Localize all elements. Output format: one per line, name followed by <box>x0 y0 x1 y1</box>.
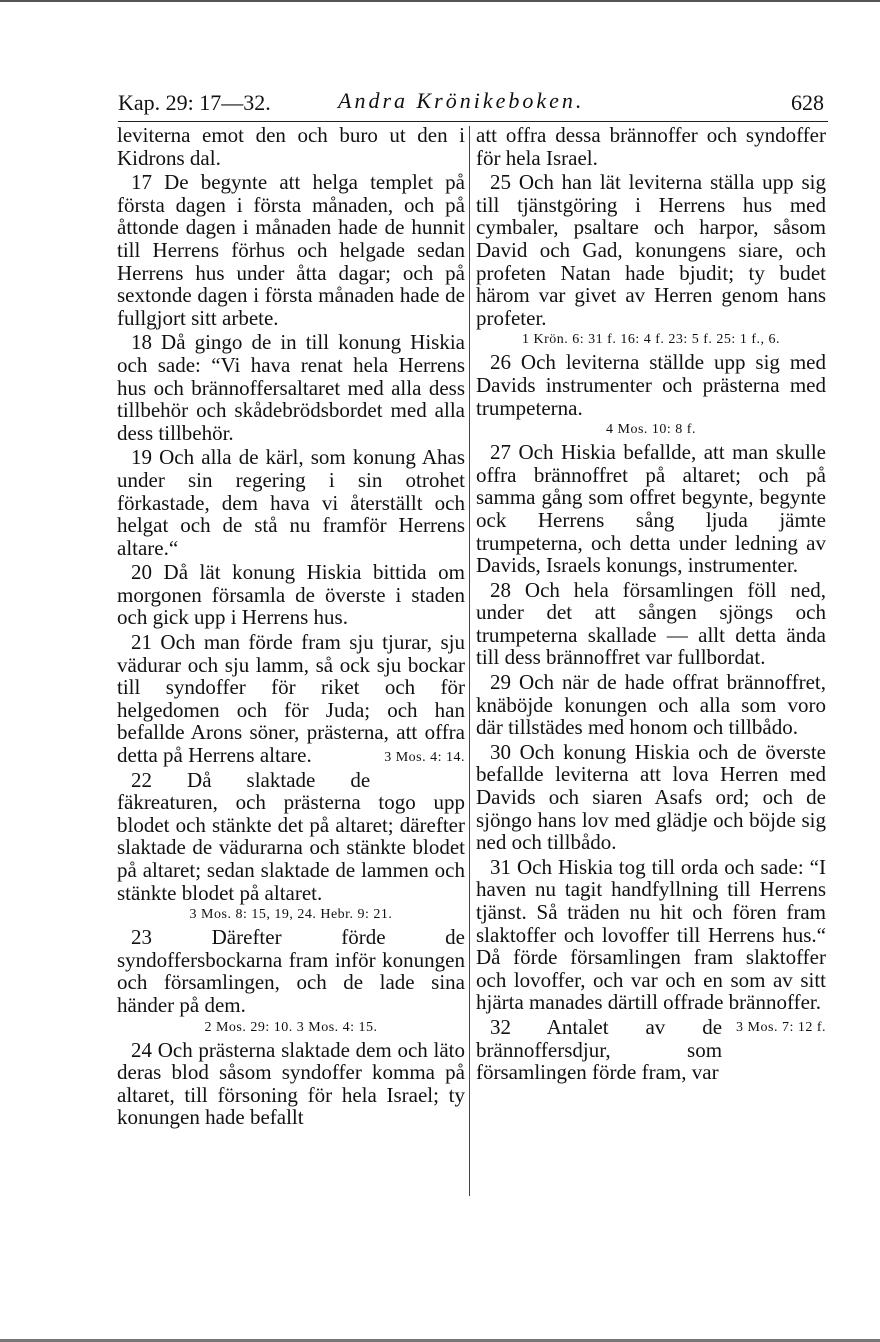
verse-22: 22 Då slaktade de fäkreaturen, och prästerna togo upp blodet och stänkte det på altaret; därefter slaktade de vädurarna och stänkte blodet på altaret; sedan slaktade de lammen och stänkte blodet på altaret. <box>117 767 465 905</box>
page-header <box>118 86 828 120</box>
cross-reference: 3 Mos. 8: 15, 19, 24. Hebr. 9: 21. <box>189 907 393 923</box>
verse-19: 19 Och alla de kärl, som konung Ahas under sin regering i sin otrohet förkastade, dem hava vi återställt och helgat och de stå nu framför Herrens altare.“ <box>117 445 465 560</box>
verse-27: 27 Och Hiskia befallde, att man skulle offra brännoffret på altaret; och på samma gång som offret begynte, begynte ock Herrens sång ljuda jämte trumpeterna, och detta under ledning av Davids, Israels konungs, instrumenter. <box>476 440 826 578</box>
column-divider <box>469 126 470 1196</box>
left-column <box>117 124 465 1131</box>
cross-reference: 2 Mos. 29: 10. 3 Mos. 4: 15. <box>204 1019 378 1035</box>
verse-18: 18 Då gingo de in till konung Hiskia och sade: “Vi hava renat hela Herrens hus och brännoffersaltaret med alla dess tillbehör och skådebrödsbordet med alla dess tillbehör. <box>117 330 465 445</box>
cross-reference: 3 Mos. 7: 12 f. <box>736 1019 826 1035</box>
verse-31: 31 Och Hiskia tog till orda och sade: “I haven nu tagit handfyllning till Herrens tjänst. Så träden nu hit och fören fram slaktoffer och lovoffer till Herrens hus.“ Då förde församlingen fram slaktoffer och lovoffer, och var och en som av sitt hjärta manades därtill offrade brännoffer. <box>476 854 826 1015</box>
chapter-reference: Kap. 29: 17—32. <box>118 90 271 115</box>
verse-25: 25 Och han lät leviterna ställa upp sig till tjänstgöring i Herrens hus med cymbaler, psaltare och harpor, såsom David och Gad, konungens siare, och profeten Natan hade bjudit; ty budet härom var givet av Herren genom hans profeter. <box>476 170 826 330</box>
verse-26: 26 Och leviterna ställde upp sig med Davids instrumenter och prästerna med trumpeterna. <box>476 350 826 420</box>
verse-21-container <box>117 631 465 767</box>
verse-24: 24 Och prästerna slaktade dem och läto deras blod såsom syndoffer komma på altaret, till försoning för hela Israel; ty konungen hade befallt <box>117 1037 465 1130</box>
book-title: Andra Krönikeboken. <box>338 88 585 113</box>
verse-20: 20 Då lät konung Hiskia bittida om morgonen församla de överste i staden och gick upp i Herrens hus. <box>117 560 465 630</box>
cross-reference: 4 Mos. 10: 8 f. <box>606 422 696 438</box>
top-border <box>0 0 880 2</box>
verse-continuation: leviterna emot den och buro ut den i Kidrons dal. <box>117 123 465 170</box>
right-column <box>476 124 826 1086</box>
page-number: 628 <box>791 90 824 115</box>
verse-31-container <box>476 854 826 1035</box>
verse-29: 29 Och när de hade offrat brännoffret, knäböjde konungen och alla som voro där tillstädes med honom och tillbådo. <box>476 670 826 740</box>
verse-21: 21 Och man förde fram sju tjurar, sju vädurar och sju lamm, så ock sju bockar till syndoffer för riket och för helgedomen och för Juda; och han befallde Arons söner, prästerna, att offra detta på Herrens altare. <box>117 630 465 768</box>
cross-reference: 3 Mos. 4: 14. <box>384 750 465 766</box>
verse-17: 17 De begynte att helga templet på första dagen i första månaden, och på åttonde dagen i månaden hade de hunnit till Herrens förhus och helgade sedan Herrens hus under åtta dagar; och på sextonde dagen i första månaden hade de fullgjort sitt arbete. <box>117 170 465 330</box>
verse-continuation: att offra dessa brännoffer och syndoffer för hela Israel. <box>476 123 826 170</box>
header-rule <box>118 121 828 122</box>
verse-23: 23 Därefter förde de syndoffersbockarna fram inför konungen och församlingen, och de lade sina händer på dem. <box>117 925 465 1017</box>
cross-reference: 1 Krön. 6: 31 f. 16: 4 f. 23: 5 f. 25: 1 f., 6. <box>522 332 780 348</box>
verse-30: 30 Och konung Hiskia och de överste befallde leviterna att lova Herren med Davids och siaren Asafs ord; och de sjöngo hans lov med glädje och böjde sig ned och tillbådo. <box>476 739 826 855</box>
verse-32: 32 Antalet av de brännoffersdjur, som församlingen förde fram, var <box>476 1014 723 1085</box>
verse-28: 28 Och hela församlingen föll ned, under det att sången sjöngs och trumpeterna skallade — allt detta ända till dess brännoffret var fullbordat. <box>476 577 826 670</box>
